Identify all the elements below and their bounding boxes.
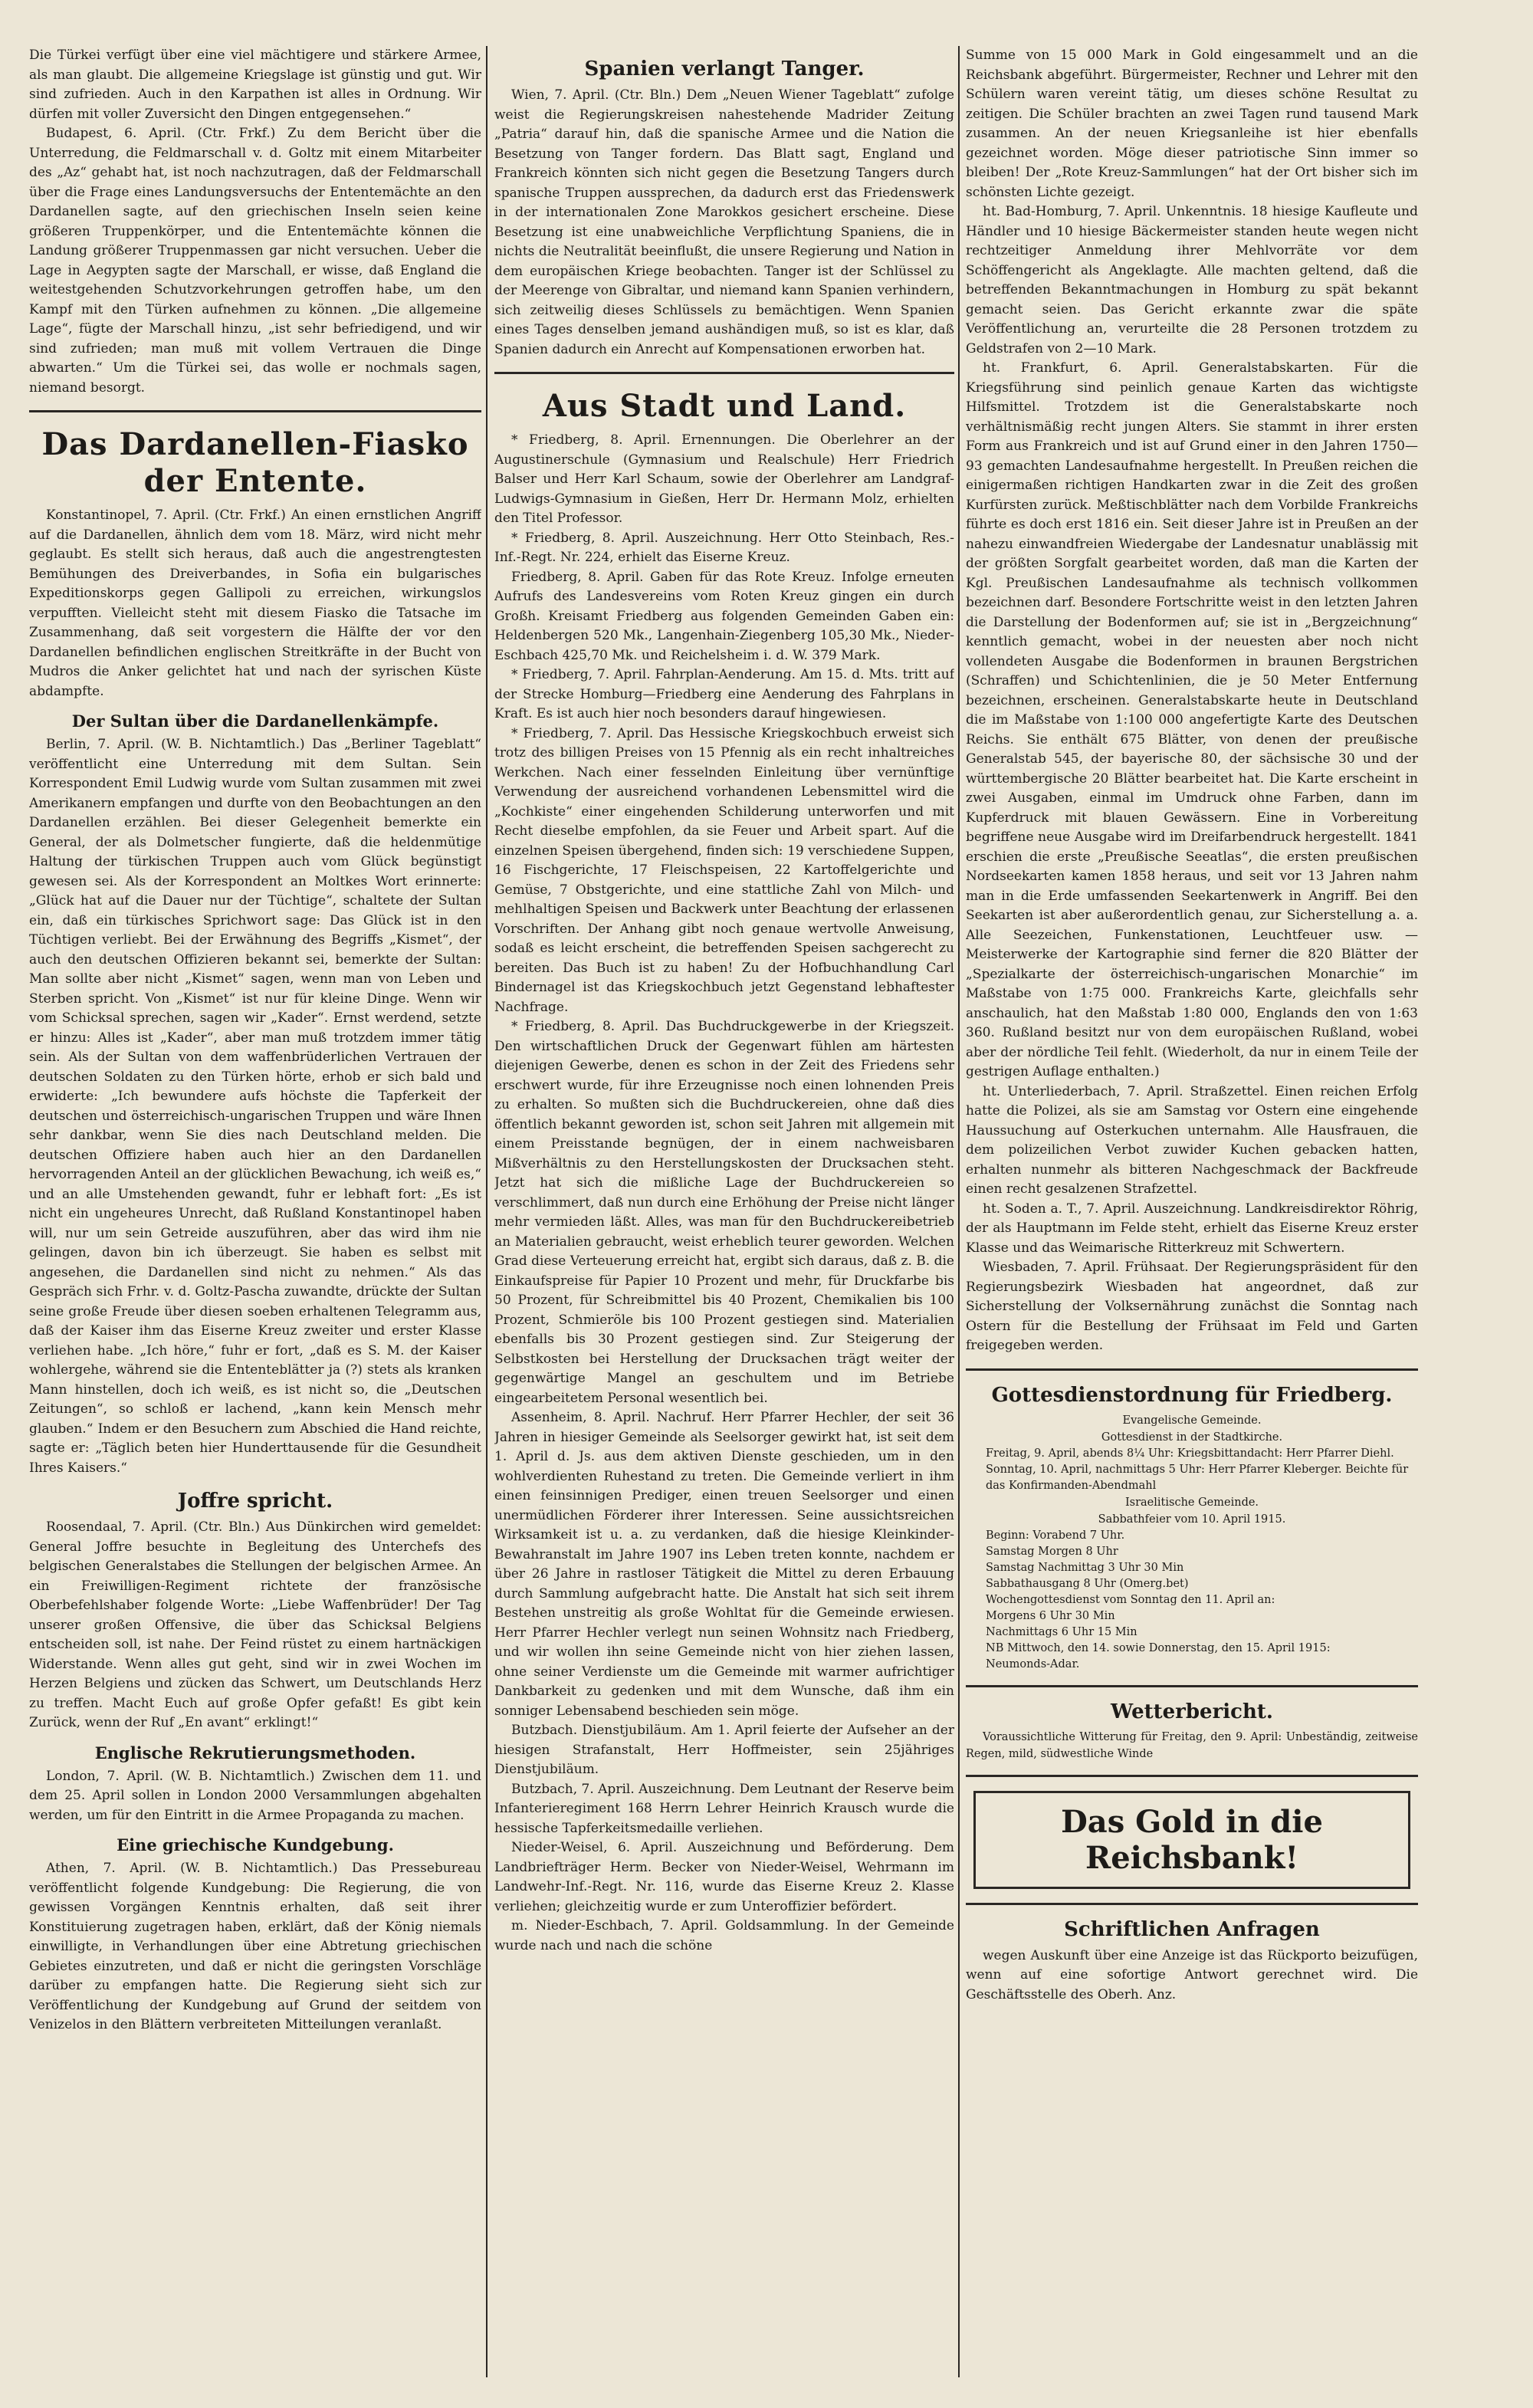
service-entry: Samstag Nachmittag 3 Uhr 30 Min [986, 1561, 1184, 1574]
article-text: ht. Frankfurt, 6. April. Generalstabskarten. Für die Kriegsführung sind peinlich genaue Karten das wichtigste Hilfsmittel. Trotzdem ist die Generalstabskarte noch verhältnismäßig recht jungen Alters. Sie stammt in ihrer ersten Form aus Frankreich und ist auf Grund einer in den Jahren 1750—93 gemachten Landesaufnahme hergestellt. In Preußen reichen die einigermaßen richtigen Handkarten zwar in die Zeit des großen Kurfürsten zurück. Meßtischblätter nach dem Vorbilde Frankreichs führte es doch erst 1816 ein. Seit dieser Jahre ist in Preußen an der nahezu einwandfreien Wiedergabe der Landesnatur unablässig mit der größten Sorgfalt gearbeitet worden, daß man die Karten der Kgl. Preußischen Landesaufnahme als technisch vollkommen bezeichnen darf. Besondere Fortschritte weist in den letzten Jahren die Darstellung der Bodenformen auf; sie ist in „Bergzeichnung“ kenntlich gemacht, wobei in der neuesten aber noch nicht vollendeten Ausgabe die Bodenformen in braunen Bergstrichen (Schraffen) und Schichtenlinien, die je 50 Meter Entfernung bezeichnen, erscheinen. Generalstabskarte heute in Deutschland die im Maßstabe von 1:100 000 angefertigte Karte des Deutschen Reichs. Sie enthält 675 Blätter, von denen der preußische Generalstab 545, der bayerische 80, der sächsische 30 und der württembergische 20 Blätter bearbeitet hat. Die Karte erscheint in zwei Ausgaben, einmal im Umdruck ohne Farben, dann im Kupferdruck mit blauen Gewässern. Eine in Vorbereitung begriffene neue Ausgabe wird im Dreifarbendruck hergestellt. 1841 erschien die erste „Preußische Seeatlas“, die ersten preußischen Nordseekarten kamen 1858 heraus, und seit vor 13 Jahren nahm man in die Erde umfassenden Seekartenwerk in Angriff. Bei den Seekarten ist aber außerordentlich genau, zur Sicherstellung a. a. Alle Seezeichen, Funkenstationen, Leuchtfeuer usw. — Meisterwerke der Kartographie sind ferner die 820 Blätter der „Spezialkarte der österreichisch-ungarischen Monarchie“ im Maßstabe von 1:75 000. Frankreichs Karte, gleichfalls sehr anschaulich, hat den Maßstab 1:80 000, Englands den von 1:63 360. Rußland besitzt nur von dem europäischen Rußland, wobei aber der nördliche Teil fehlt. (Wiederholt, da nur in einem Teile der gestrigen Auflage enthalten.) [966, 360, 1418, 1079]
column-rule [958, 46, 960, 2377]
article-text: Budapest, 6. April. (Ctr. Frkf.) Zu dem Bericht über die Unterredung, die Feldmarschall v. d. Goltz mit einem Mitarbeiter des „Az“ gehabt hat, ist noch nachzutragen, daß der Feldmarschall über die Frage eines Landungsversuchs der Ententemächte an den Dardanellen sagte, auf den griechischen Inseln seien keine größeren Truppenkörper, und die Ententemächte können die Landung größerer Truppenmassen gar nicht versuchen. Ueber die Lage in Aegypten sagte der Marschall, er wisse, daß England die weitestgehenden Schutzvorkehrungen getroffen habe, um den Kampf mit den Türken aufnehmen zu können. „Die allgemeine Lage“, fügte der Marschall hinzu, „ist sehr befriedigend, und wir sind zufrieden; man muß mit vollem Vertrauen die Dinge abwarten.“ Um die Türkei sei, das wolle er nochmals sagen, niemand besorgt. [29, 126, 481, 396]
article-text: Butzbach, 7. April. Auszeichnung. Dem Leutnant der Reserve beim Infanterieregiment 168 Herrn Lehrer Heinrich Krausch wurde die hessische Tapferkeitsmedaille verliehen. [494, 1781, 954, 1836]
article-text: Summe von 15 000 Mark in Gold eingesammelt und an die Reichsbank abgeführt. Bürgermeister, Rechner und Lehrer mit den Schülern waren vereint tätig, um dieses schöne Resultat zu zeitigen. Die Schüler brachten an zwei Tagen rund tausend Mark zusammen. An der neuen Kriegsanleihe ist hier ebenfalls gezeichnet worden. Möge dieser patriotische Sinn immer so bleiben! Der „Rote Kreuz-Sammlungen“ hat der Ort bisher sich im schönsten Lichte gezeigt. [966, 48, 1418, 200]
service-entry: Samstag Morgen 8 Uhr [986, 1545, 1118, 1558]
divider [494, 372, 954, 374]
article-text: Roosendaal, 7. April. (Ctr. Bln.) Aus Dünkirchen wird gemeldet: General Joffre besuchte in Begleitung des Unterchefs des belgischen Generalstabes die Stellungen der belgischen Armee. An ein Freiwilligen-Regiment richtete der französische Oberbefehlshaber folgende Worte: „Liebe Waffenbrüder! Der Tag unserer großen Offensive, die über das Schicksal Belgiens entscheiden soll, ist nahe. Der Feind rüstet zu einem hartnäckigen Widerstande. Wenn alles gut geht, sind wir in zwei Wochen im Herzen Belgiens und zücken das Schwert, um Deutschlands Herz zu treffen. Macht Euch auf große Opfer gefaßt! Es gibt kein Zurück, wenn der Ruf „En avant“ erklingt!“ [29, 1519, 481, 1730]
divider [966, 1775, 1418, 1777]
subheadline: Eine griechische Kundgebung. [117, 1835, 394, 1854]
service-entry: Beginn: Vorabend 7 Uhr. [986, 1529, 1125, 1542]
gold-appeal-box: Das Gold in die Reichsbank! [973, 1791, 1410, 1889]
article-text: Assenheim, 8. April. Nachruf. Herr Pfarrer Hechler, der seit 36 Jahren in hiesiger Gemeinde als Seelsorger gewirkt hat, ist seit dem 1. April d. Js. aus dem aktiven Dienste geschieden, um in den wohlverdienten Ruhestand zu treten. Die Gemeinde verliert in ihm einen feinsinnigen Prediger, einen treuen Seelsorger und einen unermüdlichen Förderer ihrer Interessen. Seine aussichtsreichen Wirksamkeit ist u. a. zu verdanken, daß die hiesige Kleinkinder-Bewahranstalt im Jahre 1907 ins Leben treten konnte, nachdem er über 26 Jahre in rastloser Tätigkeit die Mittel zu deren Erbauung durch Sammlung aufgebracht hatte. Die Anstalt hat sich seit ihrem Bestehen unstreitig als große Wohltat für die Gemeinde erwiesen. Herr Pfarrer Hechler verlegt nun seinen Wohnsitz nach Friedberg, und wir wollen ihn seine Gemeinde nicht von hier ziehen lassen, ohne seiner Verdienste um die Gemeinde mit warmer aufrichtiger Dankbarkeit zu gedenken und mit dem Wunsche, daß ihm ein sonniger Lebensabend beschieden sein möge. [494, 1410, 954, 1719]
section-heading: Aus Stadt und Land. [542, 388, 907, 424]
subheadline: Der Sultan über die Dardanellenkämpfe. [71, 711, 439, 731]
congregation-heading: Israelitische Gemeinde. [1124, 1496, 1259, 1509]
article-text: * Friedberg, 7. April. Fahrplan-Aenderung. Am 15. d. Mts. tritt auf der Strecke Homburg—Friedberg eine Aenderung des Fahrplans in Kraft. Es ist auch hier noch besonders darauf hingewiesen. [494, 667, 954, 721]
weather-text: Voraussichtliche Witterung für Freitag, den 9. April: Unbeständig, zeitweise Regen, mild, südwestliche Winde [966, 1730, 1418, 1760]
service-entry: Sabbathausgang 8 Uhr (Omerg.bet) [986, 1577, 1189, 1590]
column-left [29, 46, 481, 2385]
divider [29, 410, 481, 412]
subheadline: Joffre spricht. [177, 1490, 333, 1513]
service-entry: Morgens 6 Uhr 30 Min [986, 1609, 1115, 1622]
article-text: Butzbach. Dienstjubiläum. Am 1. April feierte der Aufseher an der hiesigen Strafanstalt, Herr Hoffmeister, sein 25jähriges Dienstjubiläum. [494, 1723, 954, 1777]
article-text: * Friedberg, 8. April. Ernennungen. Die Oberlehrer an der Augustinerschule (Gymnasium und Realschule) Herr Friedrich Balser und Herr Karl Schaum, sowie der Oberlehrer am Landgraf-Ludwigs-Gymnasium in Gießen, Herr Dr. Hermann Molz, erhielten den Titel Professor. [494, 432, 954, 526]
article-text: London, 7. April. (W. B. Nichtamtlich.) Zwischen dem 11. und dem 25. April sollen in London 2000 Versammlungen abgehalten werden, um für den Eintritt in die Armee Propaganda zu machen. [29, 1768, 481, 1823]
article-text: * Friedberg, 7. April. Das Hessische Kriegskochbuch erweist sich trotz des billigen Preises von 15 Pfennig als ein recht inhaltreiches Werkchen. Nach einer fesselnden Einleitung über vernünftige Verwendung der ausreichend vorhandenen Lebensmittel wird die „Kochkiste“ einer eingehenden Schilderung unterworfen und mit Recht dieselbe empfohlen, da sie Feuer und Arbeit spart. Auf die einzelnen Speisen übergehend, finden sich: 19 verschiedene Suppen, 16 Fischgerichte, 17 Fleischspeisen, 22 Kartoffelgerichte und Gemüse, 7 Obstgerichte, und eine stattliche Zahl von Milch- und mehlhaltigen Speisen und Backwerk unter Beachtung der erlassenen Vorschriften. Der Anhang gibt noch genaue wertvolle Anweisung, sodaß es leicht erscheint, die betreffenden Speisen sachgerecht zu bereiten. Das Buch ist zu haben! Zu der Hofbuchhandlung Carl Bindernagel ist das Kriegskochbuch jetzt Gegenstand lebhaftester Nachfrage. [494, 725, 954, 1015]
article-text: Nieder-Weisel, 6. April. Auszeichnung und Beförderung. Dem Landbriefträger Herm. Becker von Nieder-Weisel, Wehrmann im Landwehr-Inf.-Regt. Nr. 116, wurde das Eiserne Kreuz 2. Klasse verliehen; gleichzeitig wurde er zum Unteroffizier befördert. [494, 1840, 954, 1914]
article-text: Konstantinopel, 7. April. (Ctr. Frkf.) An einen ernstlichen Angriff auf die Dardanellen, ähnlich dem vom 18. März, wird nicht mehr geglaubt. Es stellt sich heraus, daß auch die angestrengtesten Bemühungen des Dreiverbandes, in Sofia ein bulgarisches Expeditionskorps gegen Gallipoli zu erreichen, wirkungslos verpufften. Vielleicht steht mit diesem Fiasko die Tatsache im Zusammenhang, daß seit vorgestern die Hälfte der vor den Dardanellen befindlichen englischen Streitkräfte in der Bucht von Mudros die Anker gelichtet hat und nach der syrischen Küste abdampfte. [29, 508, 481, 699]
article-text: * Friedberg, 8. April. Auszeichnung. Herr Otto Steinbach, Res.-Inf.-Regt. Nr. 224, erhielt das Eiserne Kreuz. [494, 530, 954, 565]
divider [966, 1903, 1418, 1905]
congregation-subheading: Sabbathfeier vom 10. April 1915. [1098, 1513, 1286, 1526]
subheadline: Englische Rekrutierungsmethoden. [94, 1743, 416, 1762]
headline: Das Dardanellen-Fiasko der Entente. [41, 426, 469, 499]
section-heading: Wetterbericht. [1111, 1700, 1273, 1723]
column-rule [486, 46, 487, 2377]
divider [966, 1685, 1418, 1687]
section-heading: Gottesdienstordnung für Friedberg. [991, 1383, 1393, 1407]
column-middle [494, 46, 954, 2385]
divider [966, 1368, 1418, 1371]
article-text: ht. Soden a. T., 7. April. Auszeichnung. Landkreisdirektor Röhrig, der als Hauptmann im Felde steht, erhielt das Eiserne Kreuz erster Klasse und das Weimarische Ritterkreuz mit Schwertern. [966, 1201, 1418, 1256]
service-entry: Wochengottesdienst vom Sonntag den 11. April an: [986, 1593, 1275, 1606]
article-text: Athen, 7. April. (W. B. Nichtamtlich.) Das Pressebureau veröffentlicht folgende Kundgebung: Die Regierung, die von gewissen Vorgängen Kenntnis erhalten, daß seit ihrer Konstituierung zugetragen haben, erklärt, daß der König niemals einwilligte, in Verhandlungen über eine Abtretung griechischen Gebietes einzutreten, und daß er nicht die geringsten Vorschläge darüber zu empfangen hatte. Die Regierung sieht sich zur Veröffentlichung der Kundgebung auf Grund der seitdem von Venizelos in den Blättern verbreiteten Mitteilungen veranlaßt. [29, 1861, 481, 2032]
headline: Spanien verlangt Tanger. [584, 57, 865, 80]
article-text: Wien, 7. April. (Ctr. Bln.) Dem „Neuen Wiener Tageblatt“ zufolge weist die Regierungskreisen nahestehende Madrider Zeitung „Patria“ darauf hin, daß die spanische Armee und die Nation die Besetzung von Tanger fordern. Das Blatt sagt, England und Frankreich könnten sich nicht gegen die Besetzung Tangers durch spanische Truppen aussprechen, da dadurch erst das Friedenswerk in der internationalen Zone Marokkos gesichert erscheine. Diese Besetzung ist eine unabweichliche Verpflichtung Spaniens, die in nichts die Neutralität beeinflußt, die unsere Regierung und Nation in dem europäischen Kriege beobachten. Tanger ist der Schlüssel zu der Meerenge von Gibraltar, und niemand kann Spanien verhindern, sich zeitweilig dieses Schlüssels zu bemächtigen. Wenn Spanien eines Tages denselben jemand aushändigen muß, so ist es klar, daß Spanien dadurch ein Anrecht auf Kompensationen erworben hat. [494, 87, 954, 357]
congregation-heading: Evangelische Gemeinde. [1122, 1414, 1262, 1427]
section-heading: Schriftlichen Anfragen [1064, 1917, 1320, 1941]
article-text: Berlin, 7. April. (W. B. Nichtamtlich.) Das „Berliner Tageblatt“ veröffentlicht eine Unterredung mit dem Sultan. Sein Korrespondent Emil Ludwig wurde vom Sultan zusammen mit zwei Amerikanern empfangen und durfte von den Beobachtungen an den Dardanellen erzählen. Bei dieser Gelegenheit bemerkte ein General, der als Dolmetscher fungierte, daß die heldenmütige Haltung der türkischen Truppen auch vom Glück begünstigt gewesen sei. Als der Korrespondent an Moltkes Wort erinnerte: „Glück hat auf die Dauer nur der Tüchtige“, schaltete der Sultan ein, daß ein türkisches Sprichwort sage: Das Glück ist in den Tüchtigen verliebt. Bei der Erwähnung des Begriffs „Kismet“, der auch den deutschen Offizieren bekannt sei, bemerkte der Sultan: Man sollte aber nicht „Kismet“ sagen, wenn man von Leben und Sterben spricht. Von „Kismet“ ist nur für kleine Dinge. Wenn wir vom Schicksal sprechen, sagen wir „Kader“. Ernst werdend, setzte er hinzu: Alles ist „Kader“, aber man muß trotzdem immer tätig sein. Als der Sultan von dem waffenbrüderlichen Vertrauen der deutschen Soldaten zu den Türken hörte, erhob er sich bald und erwiderte: „Ich bewundere aufs höchste die Tapferkeit der deutschen und österreichisch-ungarischen Truppen und wäre Ihnen sehr dankbar, wenn Sie dies nach Deutschland melden. Die deutschen Offiziere haben auch hier an den Dardanellen hervorragenden Anteil an der glücklichen Bewachung, ich weiß es,“ und an alle Umstehenden gewandt, fuhr er lebhaft fort: „Es ist nicht ein ungeheures Unrecht, daß Rußland Konstantinopel haben will, nur um sein Getreide auszuführen, aber das wird ihm nie gelingen, davon bin ich überzeugt. Sie haben es selbst mit angesehen, die Dardanellen sind nicht zu nehmen.“ Als das Gespräch sich Frhr. v. d. Goltz-Pascha zuwandte, drückte der Sultan seine große Freude über diesen soeben erhaltenen Telegramm aus, daß der Kaiser ihm das Eiserne Kreuz zweiter und erster Klasse verliehen habe. „Ich höre,“ fuhr er fort, „daß es S. M. der Kaiser wohlergehe, während sie die Ententeblätter ja (?) stets als kranken Mann hinstellen, doch ich weiß, es ist nicht so, die „Deutschen Zeitungen“, so schloß er lachend, „kann kein Mensch mehr glauben.“ Indem er den Besuchern zum Abschied die Hand reichte, sagte er: „Täglich beten hier Hunderttausende für die Gesundheit Ihres Kaisers.“ [29, 737, 481, 1476]
service-note: Neumonds-Adar. [986, 1657, 1080, 1670]
service-entry: Freitag, 9. April, abends 8¼ Uhr: Kriegsbittandacht: Herr Pfarrer Diehl. [986, 1447, 1394, 1460]
service-note: NB Mittwoch, den 14. sowie Donnerstag, den 15. April 1915: [986, 1641, 1331, 1654]
article-text: Wiesbaden, 7. April. Frühsaat. Der Regierungspräsident für den Regierungsbezirk Wiesbaden hat angeordnet, daß zur Sicherstellung der Volksernährung zunächst die Sonntag nach Ostern für die Bestellung der Frühsaat im Feld und Garten freigegeben werden. [966, 1260, 1418, 1353]
article-text: m. Nieder-Eschbach, 7. April. Goldsammlung. In der Gemeinde wurde nach und nach die schöne [494, 1918, 954, 1953]
article-text: Friedberg, 8. April. Gaben für das Rote Kreuz. Infolge erneuten Aufrufs des Landesvereins vom Roten Kreuz gingen ein durch Großh. Kreisamt Friedberg aus folgenden Gemeinden Gaben ein: Heldenbergen 520 Mk., Langenhain-Ziegenberg 105,30 Mk., Nieder-Eschbach 425,70 Mk. und Reichelsheim i. d. W. 379 Mark. [494, 569, 954, 663]
service-entry: Nachmittags 6 Uhr 15 Min [986, 1625, 1137, 1638]
service-entry: Sonntag, 10. April, nachmittags 5 Uhr: Herr Pfarrer Kleberger. Beichte für das Konfirmanden-Abendmahl [986, 1463, 1409, 1492]
article-text: * Friedberg, 8. April. Das Buchdruckgewerbe in der Kriegszeit. Den wirtschaftlichen Druck der Gegenwart fühlen am härtesten diejenigen Gewerbe, denen es schon in der Zeit des Friedens sehr erschwert wurde, für ihre Erzeugnisse noch einen lohnenden Preis zu erhalten. So mußten sich die Buchdruckereien, ohne daß dies öffentlich bekannt geworden ist, schon seit Jahren mit allgemein mit einem Preisstande begnügen, der in einem nachweisbaren Mißverhältnis zu den Herstellungskosten der Drucksachen steht. Jetzt hat sich die mißliche Lage der Buchdruckereien so verschlimmert, daß nun durch eine Erhöhung der Preise nicht länger mehr vermieden läßt. Alles, was man für den Buchdruckereibetrieb an Materialien gebraucht, weist erheblich teurer geworden. Welchen Grad diese Verteuerung erreicht hat, ergibt sich daraus, daß z. B. die Einkaufspreise für Papier 10 Prozent und mehr, für Druckfarbe bis 50 Prozent, für Schreibmittel bis 40 Prozent, Chemikalien bis 100 Prozent, Schmieröle bis 100 Prozent gestiegen sind. Materialien ebenfalls bis 30 Prozent gestiegen sind. Zur Steigerung der Selbstkosten bei Herstellung der Drucksachen trägt weiter der gegenwärtige Mangel an geschultem und im Betriebe eingearbeitetem Personal wesentlich bei. [494, 1019, 954, 1406]
article-text: ht. Bad-Homburg, 7. April. Unkenntnis. 18 hiesige Kaufleute und Händler und 10 hiesige Bäckermeister standen heute wegen nicht rechtzeitiger Anmeldung ihrer Mehlvorräte vor dem Schöffengericht als Angeklagte. Alle machten geltend, daß die betreffenden Bekanntmachungen in Homburg zu spät bekannt gemacht seien. Das Gericht erkannte zwar die späte Veröffentlichung an, verurteilte die 28 Personen trotzdem zu Geldstrafen von 2—10 Mark. [966, 204, 1418, 356]
column-right [966, 46, 1418, 2385]
article-text: ht. Unterliederbach, 7. April. Straßzettel. Einen reichen Erfolg hatte die Polizei, als sie am Samstag vor Ostern eine eingehende Haussuchung auf Osterkuchen unternahm. Alle Hausfrauen, die dem polizeilichen Verbot zuwider Kuchen gebacken hatten, erhalten nunmehr als bitteren Nachgeschmack der Backfreude einen recht gesalzenen Strafzettel. [966, 1083, 1418, 1197]
article-text: Die Türkei verfügt über eine viel mächtigere und stärkere Armee, als man glaubt. Die allgemeine Kriegslage ist günstig und gut. Wir sind zufrieden. Auch in den Karpathen ist alles in Ordnung. Wir dürfen mit voller Zuversicht den Dingen entgegensehen.“ [29, 48, 481, 122]
congregation-subheading: Gottesdienst in der Stadtkirche. [1101, 1431, 1283, 1444]
notice-text: wegen Auskunft über eine Anzeige ist das Rückporto beizufügen, wenn auf eine sofortige Antwort gerechnet wird. Die Geschäftsstelle des Oberh. Anz. [966, 1947, 1418, 2002]
